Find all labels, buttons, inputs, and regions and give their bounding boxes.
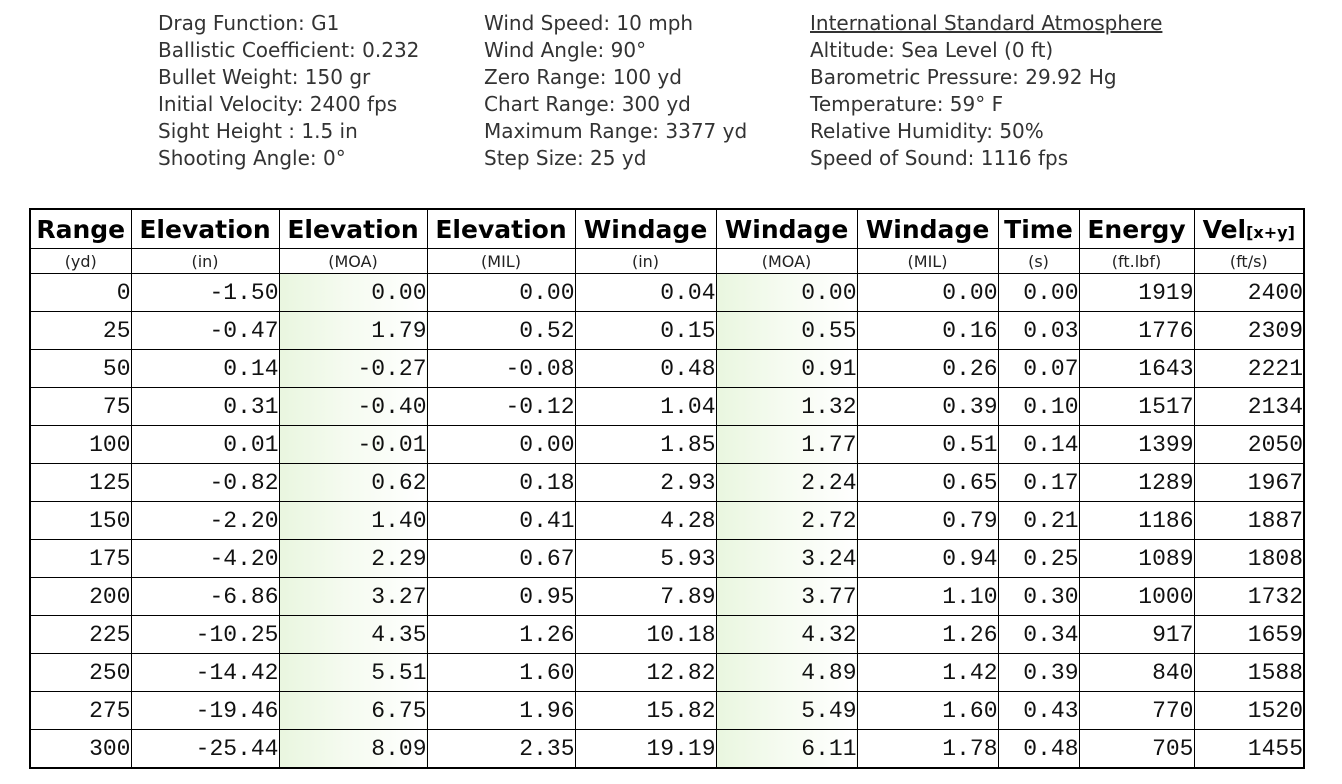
table-cell: -25.44 [131,730,279,769]
table-cell: 0.03 [998,312,1079,350]
unit-label: (in) [131,249,279,274]
wind-range-parameters [484,10,747,172]
column-header-label: Windage [724,214,849,244]
parameters-panel [158,10,1258,180]
parameter-line: Drag Function: G1 [158,11,340,35]
table-cell: 1455 [1194,730,1304,769]
table-cell: 3.27 [279,578,427,616]
table-cell: 5.51 [279,654,427,692]
vel-suffix: [x+y] [1246,222,1295,242]
table-cell: 250 [30,654,131,692]
parameter-line: Maximum Range: 3377 yd [484,119,748,143]
table-cell: 0.14 [998,426,1079,464]
table-cell: 1.96 [427,692,575,730]
table-cell: 5.49 [716,692,857,730]
parameter-line: Sight Height : 1.5 in [158,119,358,143]
table-cell: 0.34 [998,616,1079,654]
table-cell: 0.30 [998,578,1079,616]
table-cell: 1089 [1079,540,1194,578]
table-cell: 1.04 [575,388,716,426]
table-cell: 2.29 [279,540,427,578]
table-cell: 0.26 [857,350,998,388]
table-cell: 0.15 [575,312,716,350]
table-cell: 6.11 [716,730,857,769]
table-cell: 0.16 [857,312,998,350]
table-cell: 1289 [1079,464,1194,502]
ballistics-table [29,208,1305,769]
table-row [30,350,1304,388]
table-cell: 1.85 [575,426,716,464]
table-row [30,502,1304,540]
table-cell: 0.31 [131,388,279,426]
column-header [1194,209,1304,249]
table-cell: 0.10 [998,388,1079,426]
table-cell: 0.07 [998,350,1079,388]
column-header [1079,209,1194,249]
table-cell: 0.18 [427,464,575,502]
table-row [30,616,1304,654]
table-cell: 0.62 [279,464,427,502]
table-cell: 4.32 [716,616,857,654]
parameter-line: Wind Angle: 90° [484,38,647,62]
table-cell: -0.40 [279,388,427,426]
table-row [30,464,1304,502]
table-cell: 705 [1079,730,1194,769]
table-cell: -0.01 [279,426,427,464]
unit-label: (in) [575,249,716,274]
table-cell: 1.42 [857,654,998,692]
column-header-label: Energy [1087,214,1186,244]
table-cell: 0.65 [857,464,998,502]
table-cell: 0.41 [427,502,575,540]
table-cell: 0.25 [998,540,1079,578]
column-header [857,209,998,249]
table-row [30,312,1304,350]
column-header-label: Elevation [435,214,567,244]
table-cell: 0.00 [427,274,575,312]
table-cell: 75 [30,388,131,426]
column-header [998,209,1079,249]
table-cell: -0.08 [427,350,575,388]
table-row [30,578,1304,616]
table-cell: -1.50 [131,274,279,312]
unit-label: (MIL) [427,249,575,274]
column-header-label: Vel [1202,214,1247,244]
unit-label: (s) [998,249,1079,274]
table-cell: 150 [30,502,131,540]
table-cell: 1.10 [857,578,998,616]
table-cell: 0.14 [131,350,279,388]
table-cell: 100 [30,426,131,464]
table-cell: 1732 [1194,578,1304,616]
column-header [575,209,716,249]
table-cell: 2.24 [716,464,857,502]
column-header [427,209,575,249]
table-cell: 25 [30,312,131,350]
table-cell: 1520 [1194,692,1304,730]
table-cell: 0.43 [998,692,1079,730]
parameter-line: Shooting Angle: 0° [158,146,346,170]
column-header-label: Windage [865,214,990,244]
column-header [716,209,857,249]
table-cell: 0.94 [857,540,998,578]
table-cell: 15.82 [575,692,716,730]
table-cell: -0.47 [131,312,279,350]
table-cell: 0 [30,274,131,312]
atmosphere-link[interactable]: International Standard Atmosphere [810,11,1163,35]
parameter-line: Relative Humidity: 50% [810,119,1044,143]
table-cell: -19.46 [131,692,279,730]
table-cell: 1.78 [857,730,998,769]
table-cell: 8.09 [279,730,427,769]
table-cell: 1.40 [279,502,427,540]
table-cell: 1.79 [279,312,427,350]
column-header [279,209,427,249]
table-cell: 1.26 [857,616,998,654]
table-cell: 1000 [1079,578,1194,616]
unit-label: (MOA) [716,249,857,274]
table-cell: 175 [30,540,131,578]
table-cell: 1.60 [427,654,575,692]
table-cell: 10.18 [575,616,716,654]
column-header-label: Elevation [287,214,419,244]
unit-label: (ft.lbf) [1079,249,1194,274]
table-cell: 4.89 [716,654,857,692]
table-cell: -14.42 [131,654,279,692]
table-cell: 0.00 [998,274,1079,312]
column-header [131,209,279,249]
ballistic-parameters [158,10,419,172]
table-cell: -0.82 [131,464,279,502]
table-row [30,654,1304,692]
unit-row [30,249,1304,274]
table-cell: 1399 [1079,426,1194,464]
table-cell: 200 [30,578,131,616]
table-cell: 0.55 [716,312,857,350]
table-cell: 1643 [1079,350,1194,388]
table-row [30,730,1304,769]
table-cell: 770 [1079,692,1194,730]
table-row [30,540,1304,578]
table-cell: 0.48 [998,730,1079,769]
table-cell: 0.51 [857,426,998,464]
table-cell: 1.26 [427,616,575,654]
table-cell: 5.93 [575,540,716,578]
header-row [30,209,1304,249]
table-cell: 7.89 [575,578,716,616]
table-cell: 0.79 [857,502,998,540]
table-cell: 1808 [1194,540,1304,578]
table-cell: 50 [30,350,131,388]
parameter-line: Speed of Sound: 1116 fps [810,146,1069,170]
table-cell: 300 [30,730,131,769]
atmosphere-parameters [810,10,1162,172]
table-cell: 2.72 [716,502,857,540]
table-cell: 2134 [1194,388,1304,426]
table-cell: 0.01 [131,426,279,464]
table-cell: 12.82 [575,654,716,692]
table-cell: 3.77 [716,578,857,616]
table-cell: -0.27 [279,350,427,388]
table-cell: 4.28 [575,502,716,540]
parameter-line: Wind Speed: 10 mph [484,11,694,35]
table-cell: 1919 [1079,274,1194,312]
column-header-label: Elevation [139,214,271,244]
parameter-line: Ballistic Coefficient: 0.232 [158,38,420,62]
parameter-line: Step Size: 25 yd [484,146,647,170]
table-cell: 2400 [1194,274,1304,312]
parameter-line: Chart Range: 300 yd [484,92,691,116]
parameter-line: Zero Range: 100 yd [484,65,682,89]
table-cell: -10.25 [131,616,279,654]
table-cell: 0.00 [427,426,575,464]
table-cell: 1186 [1079,502,1194,540]
table-cell: -6.86 [131,578,279,616]
table-cell: 0.67 [427,540,575,578]
table-cell: 125 [30,464,131,502]
parameter-line: Barometric Pressure: 29.92 Hg [810,65,1117,89]
table-cell: 0.95 [427,578,575,616]
parameter-line: Initial Velocity: 2400 fps [158,92,398,116]
table-row [30,692,1304,730]
table-cell: 2221 [1194,350,1304,388]
table-cell: 1967 [1194,464,1304,502]
table-cell: 2.93 [575,464,716,502]
table-cell: 6.75 [279,692,427,730]
parameter-line: Temperature: 59° F [810,92,1004,116]
table-cell: 917 [1079,616,1194,654]
table-cell: 225 [30,616,131,654]
parameter-line: Altitude: Sea Level (0 ft) [810,38,1054,62]
unit-label: (MIL) [857,249,998,274]
table-body [30,274,1304,769]
table-cell: -2.20 [131,502,279,540]
table-cell: 0.39 [857,388,998,426]
table-cell: 1.77 [716,426,857,464]
table-cell: 4.35 [279,616,427,654]
table-cell: 1659 [1194,616,1304,654]
table-cell: 275 [30,692,131,730]
table-cell: 0.00 [857,274,998,312]
column-header [30,209,131,249]
table-cell: 1887 [1194,502,1304,540]
table-row [30,388,1304,426]
table-row [30,274,1304,312]
table-cell: 1776 [1079,312,1194,350]
table-cell: 2050 [1194,426,1304,464]
table-cell: 0.00 [716,274,857,312]
column-header-label: Windage [583,214,708,244]
parameter-line: Bullet Weight: 150 gr [158,65,371,89]
table-cell: 1517 [1079,388,1194,426]
table-cell: 2.35 [427,730,575,769]
table-cell: 3.24 [716,540,857,578]
table-cell: 1.32 [716,388,857,426]
unit-label: (MOA) [279,249,427,274]
table-cell: 19.19 [575,730,716,769]
unit-label: (yd) [30,249,131,274]
table-cell: 0.04 [575,274,716,312]
column-header-label: Time [1004,214,1073,244]
table-cell: 0.17 [998,464,1079,502]
table-cell: 1588 [1194,654,1304,692]
table-cell: 2309 [1194,312,1304,350]
table-cell: -4.20 [131,540,279,578]
table-cell: 0.52 [427,312,575,350]
table-cell: 0.91 [716,350,857,388]
table-cell: 0.39 [998,654,1079,692]
table-row [30,426,1304,464]
column-header-label: Range [36,214,126,244]
table-cell: 0.48 [575,350,716,388]
table-cell: -0.12 [427,388,575,426]
unit-label: (ft/s) [1194,249,1304,274]
table-cell: 0.21 [998,502,1079,540]
table-cell: 1.60 [857,692,998,730]
table-cell: 840 [1079,654,1194,692]
table-cell: 0.00 [279,274,427,312]
